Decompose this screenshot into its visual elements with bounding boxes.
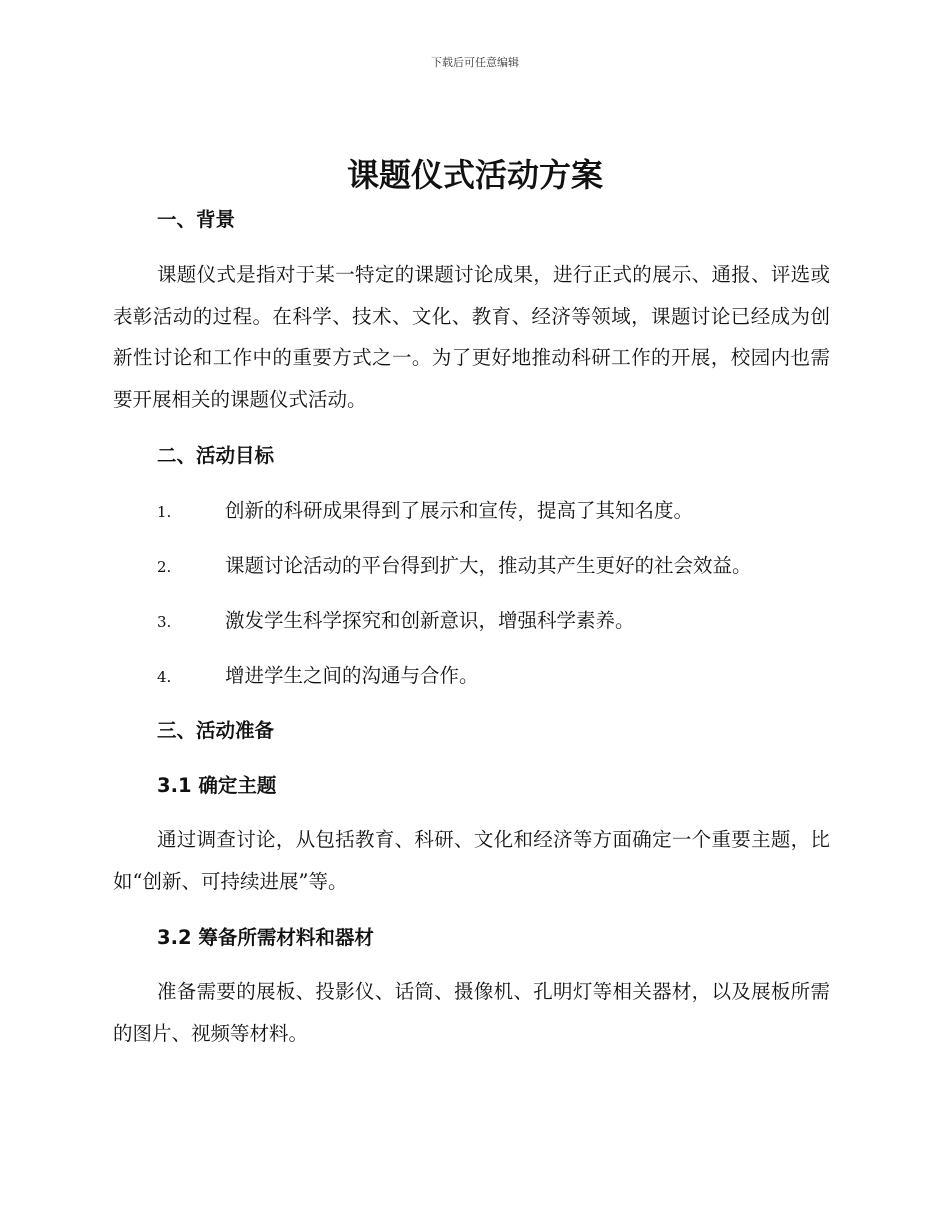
- list-number: 4.: [157, 668, 172, 686]
- section-heading-background: 一、背景: [157, 208, 236, 231]
- list-item-text: 课题讨论活动的平台得到扩大，推动其产生更好的社会效益。: [225, 554, 752, 577]
- list-number: 1.: [157, 503, 172, 521]
- page-header-note: 下载后可任意编辑: [431, 56, 519, 69]
- list-item-text: 激发学生科学探究和创新意识，增强科学素养。: [225, 609, 635, 632]
- list-number: 2.: [157, 558, 172, 576]
- background-paragraph: 课题仪式是指对于某一特定的课题讨论成果，进行正式的展示、通报、评选或表彰活动的过程。在科学、技术、文化、教育、经济等领域，课题讨论已经成为创新性讨论和工作中的重要方式之一。为了更好地推动科研工作的开展，校园内也需要开展相关的课题仪式活动。: [113, 263, 830, 411]
- list-item-text: 增进学生之间的沟通与合作。: [225, 664, 479, 687]
- goal-list-item: [157, 664, 479, 689]
- list-item-text: 创新的科研成果得到了展示和宣传，提高了其知名度。: [225, 499, 694, 522]
- document-title: 课题仪式活动方案: [346, 156, 603, 194]
- theme-paragraph: 通过调查讨论，从包括教育、科研、文化和经济等方面确定一个重要主题，比如“创新、可持续进展”等。: [113, 828, 830, 893]
- goal-list-item: [157, 554, 752, 579]
- list-number: 3.: [157, 613, 172, 631]
- subsection-heading-theme: 3.1 确定主题: [157, 774, 277, 797]
- goal-list-item: [157, 609, 635, 634]
- goal-list-item: [157, 499, 693, 524]
- subsection-heading-materials: 3.2 筹备所需材料和器材: [157, 926, 374, 949]
- materials-paragraph: 准备需要的展板、投影仪、话筒、摄像机、孔明灯等相关器材，以及展板所需的图片、视频等材料。: [113, 980, 830, 1045]
- section-heading-preparation: 三、活动准备: [157, 719, 275, 742]
- section-heading-goals: 二、活动目标: [157, 444, 275, 467]
